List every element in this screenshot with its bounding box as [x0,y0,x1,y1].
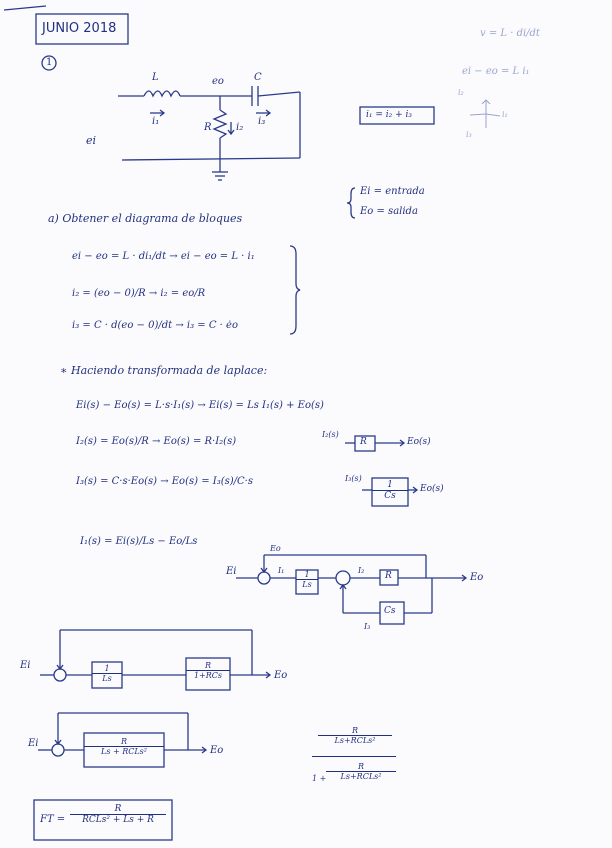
cl-den: Ls+RCLs² [334,736,376,745]
d3-g-den: Ls + RCLs² [101,747,147,756]
d2-g2-num: R [186,661,230,671]
part-a-heading: a) Obtener el diagrama de bloques [48,212,243,225]
d1-g3: Cs [384,606,396,616]
d1-input: Ei [226,566,237,577]
cl-num2: R [326,762,396,772]
block-diagram-2 [40,630,270,690]
ft-num: R [70,804,166,815]
block-r-output: Eo(s) [407,437,431,447]
cl-num: R [318,726,392,736]
block-r-input: I₂(s) [322,430,339,439]
d2-output: Eo [274,670,288,681]
label-i2: i₂ [236,122,244,133]
d3-g [84,737,164,756]
d1-g2: R [385,571,392,581]
ft-den: RCLs² + Ls + R [82,815,154,825]
block-c-input: I₃(s) [345,474,362,483]
block-c-fraction [372,480,408,501]
resistor-zigzag [214,110,226,138]
inductor-coil [144,91,180,96]
brace [347,188,355,218]
side-note-i-eq: ei − eo = L i₁ [462,66,530,77]
pen-stroke [4,6,46,10]
label-C: C [254,72,262,83]
d2-g1-den: Ls [102,674,112,683]
problem-number: 1 [46,57,53,68]
label-i1: i₁ [152,116,160,127]
circuit-drawing [118,86,300,180]
d2-g2 [186,661,230,680]
d2-input: Ei [20,660,31,671]
laplace-heading: ∗ Haciendo transformada de laplace: [60,364,268,377]
side-note-i2: i₂ [458,88,464,97]
summing-junction [52,744,64,756]
d2-g1-num: 1 [92,664,122,674]
block-r-label: R [360,437,367,447]
side-note-v-eq: v = L · di/dt [480,28,540,39]
side-note-i3: i₃ [466,130,472,139]
laplace-eq-4: I₁(s) = Ei(s)/Ls − Eo/Ls [80,536,198,547]
ft-label: FT = [40,814,66,825]
d1-output: Eo [470,572,484,583]
d1-g1-num: 1 [296,570,318,580]
block-c-denominator: Cs [384,491,396,501]
closed-loop-num-frac [318,726,392,745]
laplace-eq-3: I₃(s) = C·s·Eo(s) → Eo(s) = I₃(s)/C·s [76,476,253,487]
summing-junction [54,669,66,681]
d1-feedback: Eo [270,544,281,553]
laplace-eq-1: Ei(s) − Eo(s) = L·s·I₁(s) → Ei(s) = Ls I₁(s) + Eo(s) [76,400,324,411]
cl-den2: Ls+RCLs² [340,772,382,781]
d3-output: Eo [210,745,224,756]
io-input: Ei = entrada [360,186,425,197]
equations-brace [290,246,300,334]
label-ei: ei [86,134,97,147]
d2-g2-den: 1+RCs [193,671,223,680]
summing-junction [336,571,350,585]
label-i3: i₃ [258,116,266,127]
eq-3: i₃ = C · d(eo − 0)/dt → i₃ = C · ėo [72,320,238,331]
label-eo: eo [212,76,224,87]
block-c-numerator: 1 [372,480,408,491]
ft-fraction [70,804,166,825]
eq-1: ei − eo = L · di₁/dt → ei − eo = L · i₁ [72,251,255,262]
io-output: Eo = salida [360,206,418,217]
summing-junction [258,572,270,584]
page-title: JUNIO 2018 [42,21,117,36]
eq-2: i₂ = (eo − 0)/R → i₂ = eo/R [72,288,206,299]
closed-loop-main-bar [312,756,396,757]
cl-one-plus: 1 + [312,774,327,783]
label-L: L [152,72,159,83]
block-diagram-1 [236,555,466,624]
kcl-equation: i₁ = i₂ + i₃ [366,110,412,120]
d1-g1-den: Ls [302,580,312,589]
label-R: R [204,122,212,133]
laplace-eq-2: I₂(s) = Eo(s)/R → Eo(s) = R·I₂(s) [76,436,237,447]
block-c-output: Eo(s) [420,484,444,494]
closed-loop-den-frac [326,762,396,781]
d1-s1: I₁ [278,566,285,575]
d1-g1 [296,570,318,589]
d1-s2: I₂ [358,566,365,575]
d1-s3: I₃ [364,622,371,631]
d3-input: Ei [28,738,39,749]
d3-g-num: R [84,737,164,747]
side-note-i1: i₁ [502,110,508,119]
d2-g1 [92,664,122,683]
